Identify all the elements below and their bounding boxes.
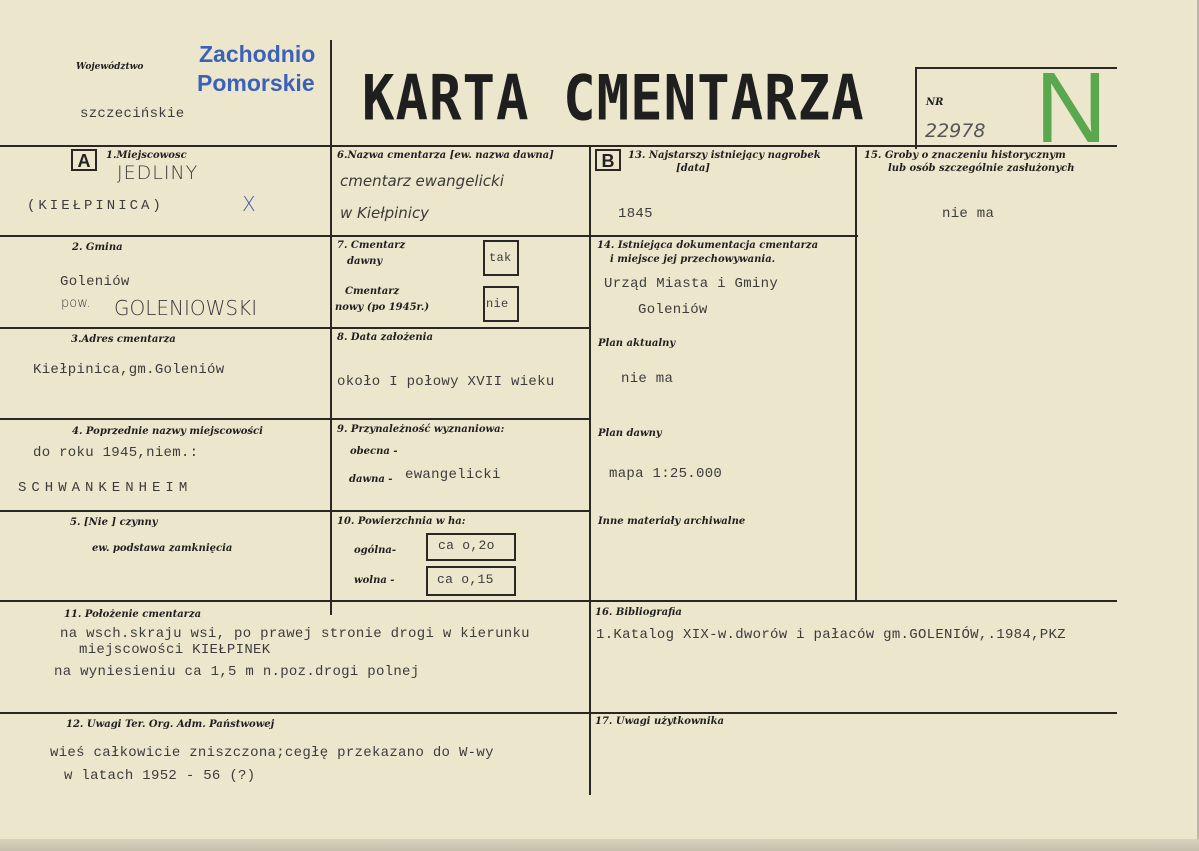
voivodeship-stamp-line1: Zachodnio: [199, 41, 316, 67]
field-13-value: 1845: [618, 206, 653, 222]
field-1-typed: (KIEŁPINICA): [27, 198, 164, 214]
field-17-label: 17. Uwagi użytkownika: [595, 716, 725, 727]
field-15-label: 15. Groby o znaczeniu historycznym: [864, 150, 1066, 161]
field-2-value: Goleniów: [60, 274, 130, 290]
field-11-line2: miejscowości KIEŁPINEK: [79, 642, 271, 658]
field-15-value: nie ma: [942, 206, 995, 222]
field-4-value: do roku 1945,niem.:: [33, 445, 199, 461]
field-13-sublabel: [data]: [676, 163, 711, 174]
field-9-label: 9. Przynależność wyznaniowa:: [337, 424, 505, 435]
field-10-total-value: ca o,2o: [438, 538, 495, 553]
field-14-value-line1: Urząd Miasta i Gminy: [604, 276, 779, 292]
field-14-value-line2: Goleniów: [638, 302, 708, 318]
field-6-value-line2: w Kiełpinicy: [340, 204, 430, 222]
rule: [915, 67, 917, 149]
field-8-label: 8. Data założenia: [337, 332, 433, 343]
checkbox-new-value: nie: [486, 297, 509, 311]
rule: [0, 712, 1117, 714]
rule: [855, 145, 857, 601]
field-7-new-label: Cmentarz: [345, 286, 400, 297]
field-9-former-label: dawna -: [349, 474, 393, 485]
rule: [0, 510, 590, 512]
field-16-label: 16. Bibliografia: [595, 607, 682, 618]
field-10-label: 10. Powierzchnia w ha:: [337, 516, 466, 527]
rule: [0, 327, 590, 329]
field-8-value: około I połowy XVII wieku: [337, 374, 555, 390]
field-11-line3: na wyniesieniu ca 1,5 m n.poz.drogi polnej: [54, 664, 420, 680]
field-2-county: GOLENIOWSKI: [114, 296, 258, 320]
field-5-sublabel: ew. podstawa zamknięcia: [92, 543, 233, 554]
stacked-cards-edge: [0, 839, 1199, 851]
voivodeship-label: Województwo: [76, 62, 144, 72]
section-a-box: A: [71, 149, 97, 171]
voivodeship-stamp-line2: Pomorskie: [197, 70, 315, 96]
rule: [590, 235, 858, 237]
field-4-old-name: SCHWANKENHEIM: [18, 480, 193, 496]
checkbox-old-value: tak: [489, 251, 512, 265]
field-2-label: 2. Gmina: [72, 242, 123, 253]
field-2-county-prefix: pow.: [61, 296, 91, 311]
category-letter: N: [1035, 52, 1108, 164]
field-16-value: 1.Katalog XIX-w.dworów i pałaców gm.GOLENIÓW,.1984,PKZ: [596, 627, 1066, 643]
old-voivodeship: szczecińskie: [80, 106, 185, 122]
field-14-label: 14. Istniejąca dokumentacja cmentarza: [597, 240, 819, 251]
rule: [0, 418, 590, 420]
field-5-label: 5. [Nie ] czynny: [70, 517, 158, 528]
field-12-line2: w latach 1952 - 56 (?): [64, 768, 256, 784]
field-4-label: 4. Poprzednie nazwy miejscowości: [72, 426, 263, 437]
field-11-line1: na wsch.skraju wsi, po prawej stronie drogi w kierunku: [60, 626, 530, 642]
field-9-current-label: obecna -: [350, 446, 398, 457]
field-14-sublabel: i miejsce jej przechowywania.: [610, 254, 776, 265]
field-7-new-sublabel: nowy (po 1945r.): [335, 302, 430, 313]
field-1-handwritten: JEDLINY: [117, 162, 199, 184]
field-12-line1: wieś całkowicie zniszczona;cegłę przekazano do W-wy: [50, 745, 494, 761]
field-3-value: Kiełpinica,gm.Goleniów: [33, 362, 225, 378]
number-label: NR: [926, 97, 944, 108]
field-11-label: 11. Położenie cmentarza: [64, 609, 202, 620]
section-b-box: B: [595, 149, 621, 171]
field-12-label: 12. Uwagi Ter. Org. Adm. Państwowej: [66, 719, 275, 730]
old-plan-label: Plan dawny: [598, 428, 662, 439]
field-3-label: 3.Adres cmentarza: [71, 334, 176, 345]
rule: [0, 235, 590, 237]
current-plan-value: nie ma: [621, 371, 674, 387]
old-plan-value: mapa 1:25.000: [609, 466, 723, 482]
field-9-former-value: ewangelicki: [405, 467, 501, 483]
card-title: KARTA CMENTARZA: [362, 62, 865, 135]
field-6-value-line1: cmentarz ewangelicki: [340, 172, 504, 190]
field-6-label: 6.Nazwa cmentarza [ew. nazwa dawna]: [337, 150, 554, 161]
current-plan-label: Plan aktualny: [598, 338, 676, 349]
rule: [589, 145, 591, 795]
rule: [0, 600, 1117, 602]
other-materials-label: Inne materiały archiwalne: [598, 516, 746, 527]
field-10-free-value: ca o,15: [437, 572, 494, 587]
card-number: 22978: [925, 120, 986, 142]
field-7-label: 7. Cmentarz: [337, 240, 406, 251]
field-15-sublabel: lub osób szczególnie zasłużonych: [888, 163, 1075, 174]
x-mark: X: [242, 192, 256, 216]
field-7-old-label: dawny: [347, 256, 383, 267]
rule: [0, 145, 1117, 147]
field-1-label: 1.Miejscowosc: [106, 150, 187, 161]
field-10-free-label: wolna -: [354, 575, 395, 586]
field-10-total-label: ogólna-: [354, 545, 397, 556]
field-13-label: 13. Najstarszy istniejący nagrobek: [628, 150, 821, 161]
